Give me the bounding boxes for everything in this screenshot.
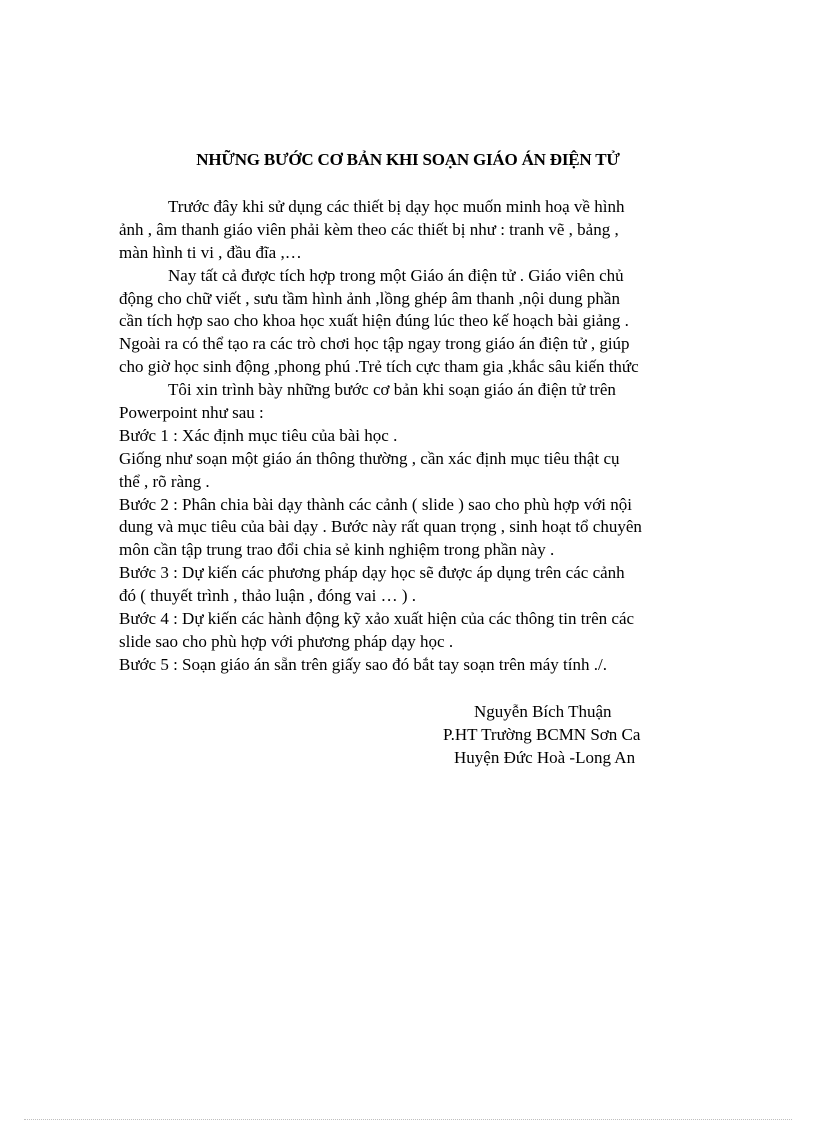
body-line: động cho chữ viết , sưu tầm hình ảnh ,lồng ghép âm thanh ,nội dung phần — [119, 288, 620, 308]
body-line: Nay tất cả được tích hợp trong một Giáo án điện tử . Giáo viên chủ — [168, 265, 624, 285]
step-line: Bước 5 : Soạn giáo án sẵn trên giấy sao đó bắt tay soạn trên máy tính ./. — [119, 654, 607, 674]
body-line: Giống như soạn một giáo án thông thường , cần xác định mục tiêu thật cụ — [119, 448, 620, 468]
body-line: Trước đây khi sử dụng các thiết bị dạy học muốn minh hoạ về hình — [168, 197, 625, 216]
body-line: Ngoài ra có thể tạo ra các trò chơi học tập ngay trong giáo án điện tử , giúp — [119, 334, 630, 354]
step-line: Bước 4 : Dự kiến các hành động kỹ xảo xuất hiện của các thông tin trên các — [119, 609, 635, 629]
signature-name: Nguyễn Bích Thuận — [474, 702, 612, 721]
signature-block — [400, 700, 720, 769]
body-line: ảnh , âm thanh giáo viên phải kèm theo các thiết bị như : tranh vẽ , bảng , — [119, 219, 619, 239]
step-line: Bước 2 : Phân chia bài dạy thành các cảnh ( slide ) sao cho phù hợp với nội — [119, 494, 632, 514]
step-line: Bước 3 : Dự kiến các phương pháp dạy học sẽ được áp dụng trên các cảnh — [119, 563, 625, 583]
body-line: đó ( thuyết trình , thảo luận , đóng vai … ) . — [119, 586, 416, 606]
body-line: môn cần tập trung trao đổi chia sẻ kinh nghiệm trong phần này . — [119, 540, 555, 560]
signature-position: P.HT Trường BCMN Sơn Ca — [443, 725, 641, 744]
document-body — [119, 196, 719, 677]
page-bottom-divider — [24, 1119, 792, 1120]
body-line: thể , rõ ràng . — [119, 471, 210, 491]
body-line: Tôi xin trình bày những bước cơ bản khi soạn giáo án điện tử trên — [168, 380, 616, 400]
body-line: slide sao cho phù hợp với phương pháp dạy học . — [119, 631, 454, 651]
step-line: Bước 1 : Xác định mục tiêu của bài học . — [119, 425, 398, 445]
body-line: màn hình ti vi , đầu đĩa ,… — [119, 242, 302, 262]
signature-location: Huyện Đức Hoà -Long An — [454, 748, 636, 767]
body-line: cần tích hợp sao cho khoa học xuất hiện đúng lúc theo kế hoạch bài giảng . — [119, 311, 629, 331]
body-line: Powerpoint như sau : — [119, 403, 264, 423]
document-title: NHỮNG BƯỚC CƠ BẢN KHI SOẠN GIÁO ÁN ĐIỆN TỬ — [196, 150, 620, 169]
body-line: cho giờ học sinh động ,phong phú .Trẻ tích cực tham gia ,khắc sâu kiến thức — [119, 357, 639, 377]
body-line: dung và mục tiêu của bài dạy . Bước này rất quan trọng , sinh hoạt tổ chuyên — [119, 517, 642, 537]
